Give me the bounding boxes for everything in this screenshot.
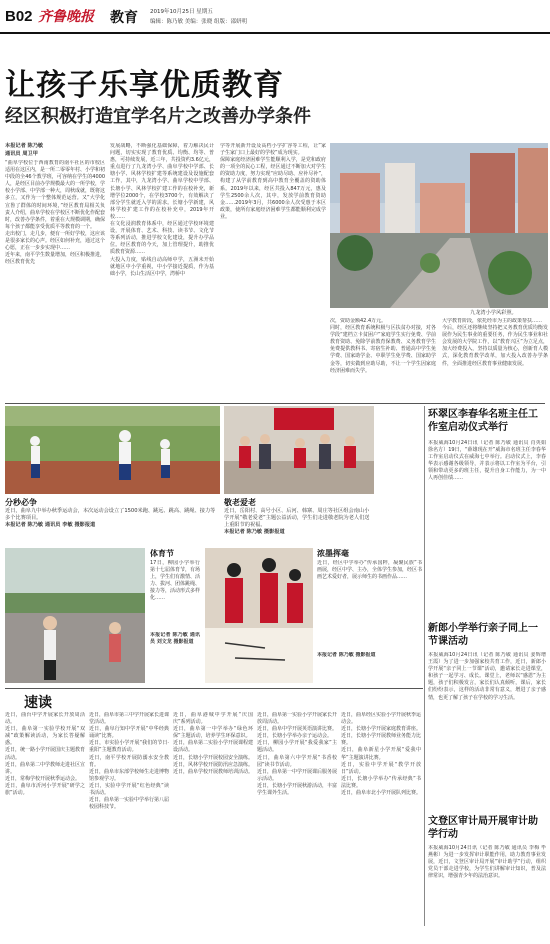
article-col-2-p2: 在文化浸润教育体系中，经区通过学校环境建设，开展体育、艺术、科技、读书节、文化节等系列活动，推进学校文化建设，提升办学品位。经区教育的今天，加上管理提升，助推优质教育资源……: [110, 221, 214, 256]
tihu-text: 17日，柳园小学举行第十七届体育节，有场上，学生们有激情、活力、拔河、团体跳绳、接力等，活动形式多样化……: [150, 560, 200, 602]
elderly-photo-image: [224, 406, 374, 494]
tihu-byline: 本报记者 陈乃敏 通讯员 刘文龙 摄影报道: [150, 632, 200, 646]
run-caption-byline: 本报记者 陈乃敏 通讯员 李敏 摄影报道: [5, 522, 96, 528]
run-caption-title: 分秒必争: [5, 498, 37, 507]
photo-calligraphy: [205, 548, 313, 683]
article-col-1-p1: “曲阜学校位于西南教育的南平社区的市校区适用在这区内，是一所二零零年村、小学和初中段的全46个教学班，可容纳在学生的4000人，是经区目前办学规模最大的一所学校，学校小学部、中学部一种大，周秋成就，既将这多立，又作为一个整体规范运营。又”大学化宣鲁了群体的时间环境，”经区教育局相关负责人介绍，曲阜学校在学校区不断优化作配套时，改善办学条件，着重在大规模调期，确保每个孩子都能享受优质平等教育的一个。: [5, 160, 105, 230]
article-col-5-p2: 今后，经区还将继续坚持把义务教育优质均衡发展作为民生事业的重要任务，作为民生事业和社会发展的大学院工作，以”教育兴区”为立足点，加大经费投入，坚持以质量为核心，创新育人模式，深化教育教学改革，加大投入改善办学条件，全面推进经区教育事业健康发展。: [442, 325, 548, 367]
mid-rule: [5, 403, 545, 404]
elder-caption: [224, 508, 374, 536]
article-col-5: [442, 318, 548, 400]
elder-caption-byline: 本报记者 陈乃敏 摄影报道: [224, 529, 285, 535]
quick-read-title: 速读: [24, 695, 52, 711]
article-col-4: [330, 318, 436, 400]
article-col-3: [220, 143, 326, 400]
running-photo-image: [5, 406, 220, 494]
page-header: [0, 0, 550, 30]
ink-title: 浓墨挥毫: [317, 549, 349, 558]
header-rule: [0, 32, 550, 34]
ink-byline: 本报记者 陈乃敏 摄影报道: [317, 652, 376, 658]
subheadline: 经区积极打造宜学名片之改善办学条件: [5, 106, 311, 127]
ink-text: 近日，经区中学举办“传承国粹，凝聚民族”书画展，经区中学、主办，全体学生参加，经区书画艺术爱好者，展示师生的书画作品……: [317, 560, 422, 581]
byline-correspondent: 通讯员 周卫甲: [5, 151, 38, 157]
bottom-rule: [5, 688, 423, 689]
article-col-4-p2: 同时，经区教育系统积极与区扶贫办对接，对各学段“建档立卡贫困户”家庭学生实行免费、学前教育资助、免除学前教育保教费、义务教育学生免费提供教科书、寄宿生补助、普通高中学生免学费、国家助学金、中职学生免学费、国家助学金等，切实做到应助尽助，不让一个学生因家庭经济困难而失学。: [330, 325, 436, 374]
sports-photo-image: [5, 548, 145, 683]
photo-sports: [5, 548, 145, 683]
article-col-5-p1: 大学教育阶段，依托经市为主的政策帮扶……: [442, 318, 543, 324]
quick-col-1: 近日，曲台中学开展家长开放周活动。 近日，曲阜第一实验学校开展“双减”政策解读活动，为家长答疑解惑。 近日，统一路小学开展国庆主题教育活动。 近日，曲阜第二中学教师走进社区宣讲。 近日，常梅学校开展秋季运动会。 近日，曲阜市沂河小学开展“研学之旅”活动。: [5, 712, 85, 797]
article-col-2-p3: 大投入力度，贴线自动高师中学，五洲未开始就地区中小学重视，中小学接近提质，作为基础小学，长山生活区中学，湾桥中: [110, 256, 214, 277]
article-col-1: [5, 160, 105, 400]
headline: 让孩子乐享优质教育: [5, 68, 284, 103]
calligraphy-photo-image: [205, 548, 313, 683]
quick-col-5: 近日，曲阜经区实验小学开展秋季运动会。 近日，长塘小学开展家庭教育讲座。 近日，长塘小学开展教师业务能力比赛。 近日，曲阜新星小学开展“爱我中华”主题演讲比赛。 近日，实验中学开展“教学开放日”活动。 近日，长塘小学举办“传承经典”书法比赛。 近日，曲阜市北小学开展队列比赛。: [341, 712, 421, 797]
audit-article-title: 文登区审计局开展审计助学行动: [428, 816, 538, 840]
article-col-2-p1: 发展战略，不断强化基础保障，着力解决民计问题，切实实现了教育优质、均衡、均等、普惠，可持续发展，近三年，共投资约3.6亿元，重点进行了九龙湾小学、曲阜学校中学部、长塘小学、风林学校扩建等系统建设及设施配套工作，其中，九龙湾小学、曲阜学校中学部、长塘小学、风林学校扩建工作的在校补充，新增学位2000个，在学校3700个，有效解决了部分学生就近入学的需求。长塘小学新建，风林学校扩建工作的在校补充中，2019年开校……: [110, 143, 214, 220]
audit-article-body: 本报威海10月24日讯（记者 陈乃敏 通讯员 李梅 毕燕彬）为进一步发挥审计职能作用，助力教育事业发展，近日，文登区审计局开展“审计助学”行动，组织党员干部走进学校，为学生们讲解审计知识，普及法律常识，增强青少年的法治意识。: [428, 845, 546, 880]
elder-caption-title: 敬老爱老: [224, 498, 256, 507]
env-article-body: 本报威海10月24日讯（记者 陈乃敏 通讯员 肖英娟 徐名方）19日，“薛雄现在开”威海市名班主任李春华工作室启动仪式在威海七中举行。启动仪式上，李春华表示感谢各级领导，并表示将以工作室为平台，引领和带动更多的班主任，提升自身工作能力，为一中人再创佳绩……: [428, 440, 546, 482]
photo-running: [5, 406, 220, 494]
quick-col-3: 近日，曲阜港城中学开展“庆国庆”系列活动。 近日，曲阜第一中学举办“绿色环保”主题活动，培养学生环保意识。 近日，曲阜第二实验小学开展课程建设活动。 近日，长塘小学开展校园安全演练。 近日，风林学校开展防汛应急演练。 近日，曲阜学校开展教师培训活动。: [173, 712, 253, 775]
kt-article-title: 新郎小学举行亲子同上一节课活动: [428, 623, 538, 647]
kt-article-body: 本报威海10月24日讯（记者 陈乃敏 通讯员 姜辉增 王霞）为了进一步加强家校共育工作，近日，新郎小学开展“亲子同上一节课”活动，邀请家长走进课堂，和孩子一起学习、成长。课堂上，老师以“感恩”为主题，孩子们积极发言，家长们认真倾听，课后，家长们纷纷表示，这样的活动非常有意义，增进了亲子感情，也更了解了孩子在学校的学习生活。: [428, 652, 546, 701]
elder-caption-text: 近日，岳阳村、高号小区、后河、韩寨、周庄等社区组会南山小学开展“敬老爱老”主题公益活动，学生们走进敬老院为老人们送上重阳节的祝福。: [224, 508, 370, 528]
campus-photo-image: [330, 143, 548, 308]
article-col-1-p3: 近年来，南平学生数量增加，经区积极推进，经区教育优先: [5, 252, 105, 266]
article-col-3-p1: 学等开展新开设及高档小学扩容等工程，让”家子生家门口上最好的学校”成为现实。: [220, 143, 326, 157]
section-name: 教育: [110, 10, 138, 26]
quick-col-4: 近日，曲阜第一实验小学开展家长开放周活动。 近日，曲阜中学开展英语演讲比赛。 近日，长塘小学举办亲子运动会。 近日，柳园小学开展“我爱我家”主题活动。 近日，曲阜第六中学开展“书香校园”读书节活动。 近日，曲阜第一中学开展课后服务展示活动。 近日，长塘小学开展秋游活动，丰富学生课外生活。: [257, 712, 337, 797]
date-line: 2019年10月25日 星期五: [150, 9, 213, 15]
run-caption-text: 近日，曲阜九中举办秋季运动会，本次运动会设立了1500米跑、跳远、跳高、跳绳、接力等多个比赛项目。: [5, 508, 216, 521]
article-col-2: [110, 143, 214, 400]
page-number: B02: [5, 8, 33, 25]
quick-col-2: 近日，曲阜市第三中学开展家长进课堂活动。 近日，曲阜行知中学开展“中华经典诵读”比赛。 近日，市实验小学开展“我们的节日·重阳”主题教育活动。 近日，南平学校开展防溺水安全教育。 近日，曲阜市东部学校师生走进博物馆参观学习。 近日，实验中学开展“红色经典”读书活动。 近日，曲阜第一实验中学举行第八届校园科技节。: [89, 712, 169, 811]
run-caption: [5, 508, 220, 529]
photo-elderly: [224, 406, 374, 494]
env-article-title: 环翠区李春华名班主任工作室启动仪式举行: [428, 409, 538, 433]
article-col-1-p2: 走出校门，走几步，便有一所好学校，这应该是很多家长的心声。经区如何补充，通过这个心愿，正在一步步实现中……: [5, 230, 105, 252]
tihu-title: 体育节: [150, 549, 174, 558]
article-col-4-p1: 次，资助金额42.4万元。: [330, 318, 387, 324]
photo-campus-caption: 九龙湾小学风彩照。: [470, 310, 517, 316]
photo-campus: [330, 143, 548, 308]
newspaper-logo: 齐鲁晚报: [38, 9, 94, 25]
byline-reporter: 本报记者 陈乃敏: [5, 143, 44, 149]
editors-line: 编辑：陈乃敏 美编：张晓 组版：邵妍明: [150, 19, 247, 25]
mid-right-divider: [424, 406, 425, 926]
article-col-3-p2: 保障家庭经济困难学生能顺利入学，是党和政府的一项全的民心工程，经区通过不断加大对学生的资助力度，努力实现“应助尽助、应补尽补”，构建了从学前教育到高中教育全覆盖的资助体系。2019年以来，经区共投入847万元，惠及学生2500余人次，其中，发放学前教育资助金……2019年3月，共6000余人次受惠于本区政策，使所有家庭经济困难学生都能顺利完成学业。: [220, 157, 326, 220]
